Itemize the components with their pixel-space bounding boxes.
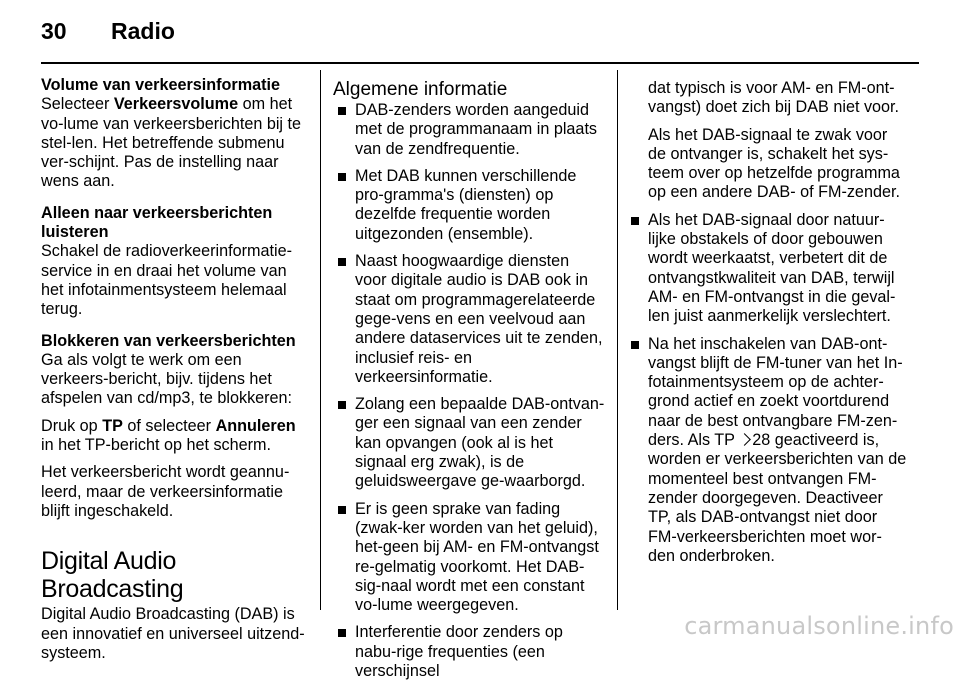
heading-blokkeren: Blokkeren van verkeersberichten [41, 331, 296, 350]
paragraph-blokkeren-1: Ga als volgt te werk om een verkeers-bericht, bijv. tijdens het afspelen van cd/mp3, te blokkeren: [41, 350, 293, 408]
column-1 [41, 76, 307, 671]
list-item: Als het DAB-signaal door natuur-lijke obstakels of door gebouwen wordt weerkaatst, verbetert dit de ontvangstkwaliteit van DAB, terwijl AM- en FM-ontvangst in die geval-len juist aanmerkelijk verslechtert. [626, 211, 908, 327]
list-item: Met DAB kunnen verschillende pro-gramma's (diensten) op dezelfde frequentie worden uitgezonden (ensemble). [333, 167, 605, 244]
heading-algemene-informatie: Algemene informatie [333, 79, 508, 100]
watermark: carmanualsonline.info [684, 612, 954, 640]
column-divider-1 [320, 70, 321, 610]
info-list [333, 101, 605, 681]
column-divider-2 [617, 70, 618, 610]
page-header [41, 18, 175, 48]
paragraph-blokkeren-2: Druk op TP of selecteer Annuleren in het TP-bericht op het scherm. [41, 416, 296, 455]
list-item: Zolang een bepaalde DAB-ontvan-ger een signaal van een zender kan opvangen (ook al is het signaal erg zwak), is de geluidsweergave ge-waarborgd. [333, 395, 605, 491]
page-number: 30 [41, 18, 67, 44]
column-2 [333, 79, 605, 689]
header-rule [41, 62, 919, 64]
list-item: Na het inschakelen van DAB-ont-vangst blijft de FM-tuner van het In-fotainmentsysteem op de achter-grond actief en zoekt voortdurend naar de best ontvangbare FM-zen-ders. Als TP 28 geactiveerd is, worden er verkeersberichten van de momenteel best ontvangen FM-zender doorgegeven. Deactiveer TP, als DAB-ontvangst niet door FM-verkeersberichten moet wor-den onderbroken. [626, 335, 908, 567]
heading-alleen: Alleen naar verkeersberichten luisteren [41, 203, 273, 242]
list-item: Naast hoogwaardige diensten voor digitale audio is DAB ook in staat om programmagerelateerde gege-vens en een veelvoud aan andere dataservices uit te zenden, inclusief reis- en verkeersinformatie. [333, 252, 605, 387]
page-reference-arrow-icon [738, 433, 751, 446]
list-item: DAB-zenders worden aangeduid met de programmanaam in plaats van de zendfrequentie. [333, 101, 605, 159]
info-list-continued [626, 211, 908, 566]
heading-volume: Volume van verkeersinformatie [41, 76, 281, 94]
page-reference[interactable]: 28 [752, 431, 771, 450]
continued-text-2: Als het DAB-signaal te zwak voor de ontvanger is, schakelt het sys-teem over op hetzelfde programma op een andere DAB- of FM-zender. [648, 125, 900, 202]
list-item: Er is geen sprake van fading (zwak-ker worden van het geluid), het-geen bij AM- en FM-ontvangst re-gelmatig voorkomt. Het DAB-sig-naal wordt met een constant vo-lume weergegeven. [333, 500, 605, 616]
paragraph-alleen: Schakel de radioverkeerinformatie-service in en draai het volume van het infotainmentsysteem helemaal terug. [41, 242, 293, 319]
heading-dab: Digital Audio Broadcasting [41, 547, 184, 604]
list-item: Interferentie door zenders op nabu-rige frequenties (een verschijnsel [333, 623, 605, 681]
paragraph-blokkeren-3: Het verkeersbericht wordt geannu-leerd, maar de verkeersinformatie blijft ingeschakeld. [41, 463, 290, 520]
section-title: Radio [111, 18, 175, 44]
paragraph-dab: Digital Audio Broadcasting (DAB) is een innovatief en universeel uitzend-systeem. [41, 605, 305, 662]
continued-text: dat typisch is voor AM- en FM-ont-vangst) doet zich bij DAB niet voor. [648, 79, 900, 117]
column-3 [626, 79, 908, 574]
paragraph-volume: Selecteer Verkeersvolume om het vo-lume van verkeersberichten bij te stel-len. Het betreffende submenu ver-schijnt. Pas de instelling naar wens aan. [41, 95, 302, 191]
